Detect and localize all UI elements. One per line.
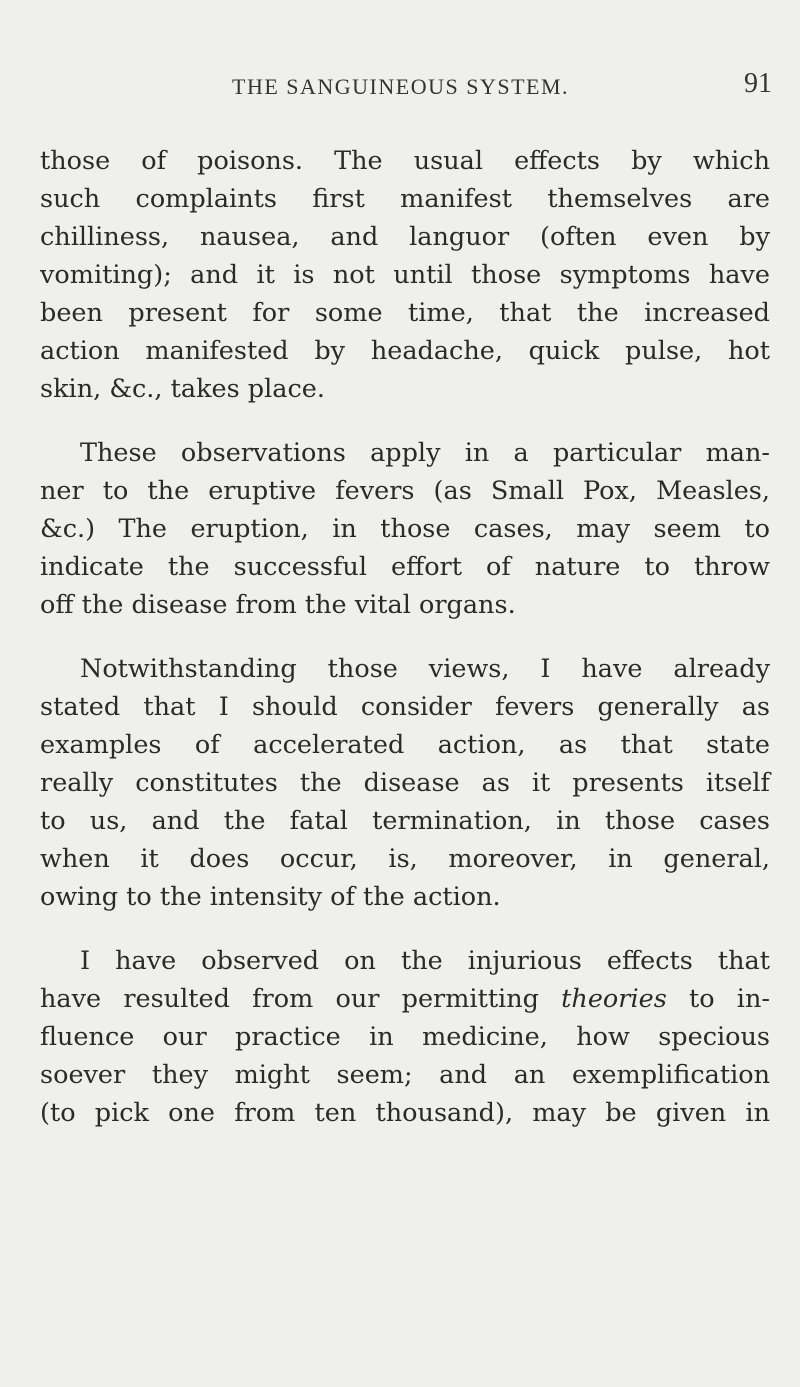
text-line: have resulted from our permitting theories to in- bbox=[40, 984, 770, 1014]
text-line: These observations apply in a particular man- bbox=[80, 438, 770, 468]
text-line: stated that I should consider fevers generally as bbox=[40, 692, 770, 722]
paragraph-2 bbox=[40, 434, 770, 624]
text-line: fluence our practice in medicine, how specious bbox=[40, 1022, 770, 1052]
text-line: skin, &c., takes place. bbox=[40, 374, 325, 404]
emphasis-theories: theories bbox=[561, 984, 667, 1014]
body-text bbox=[40, 142, 770, 1158]
text-line: when it does occur, is, moreover, in general, bbox=[40, 844, 770, 874]
text-line: soever they might seem; and an exemplification bbox=[40, 1060, 770, 1090]
text-line: such complaints first manifest themselves are bbox=[40, 184, 770, 214]
text-line: chilliness, nausea, and languor (often even by bbox=[40, 222, 770, 252]
text-line: vomiting); and it is not until those symptoms have bbox=[40, 260, 770, 290]
text-line: really constitutes the disease as it presents itself bbox=[40, 768, 770, 798]
text-line: ner to the eruptive fevers (as Small Pox, Measles, bbox=[40, 476, 770, 506]
paragraph-3 bbox=[40, 650, 770, 916]
page-number: 91 bbox=[744, 68, 772, 99]
paragraph-1 bbox=[40, 142, 770, 408]
running-head: THE SANGUINEOUS SYSTEM. bbox=[232, 74, 570, 99]
text-line: (to pick one from ten thousand), may be given in bbox=[40, 1098, 770, 1128]
text-line: to us, and the fatal termination, in those cases bbox=[40, 806, 770, 836]
text-line: I have observed on the injurious effects that bbox=[80, 946, 770, 976]
page-header bbox=[232, 68, 772, 114]
text-line: &c.) The eruption, in those cases, may seem to bbox=[40, 514, 770, 544]
text-line: owing to the intensity of the action. bbox=[40, 882, 501, 912]
text-line: indicate the successful effort of nature to throw bbox=[40, 552, 770, 582]
text-line: Notwithstanding those views, I have already bbox=[80, 654, 770, 684]
text-line: off the disease from the vital organs. bbox=[40, 590, 516, 620]
text-line: been present for some time, that the increased bbox=[40, 298, 770, 328]
text-line: action manifested by headache, quick pulse, hot bbox=[40, 336, 770, 366]
text-line: examples of accelerated action, as that state bbox=[40, 730, 770, 760]
paragraph-4 bbox=[40, 942, 770, 1132]
text-line: those of poisons. The usual effects by which bbox=[40, 146, 770, 176]
